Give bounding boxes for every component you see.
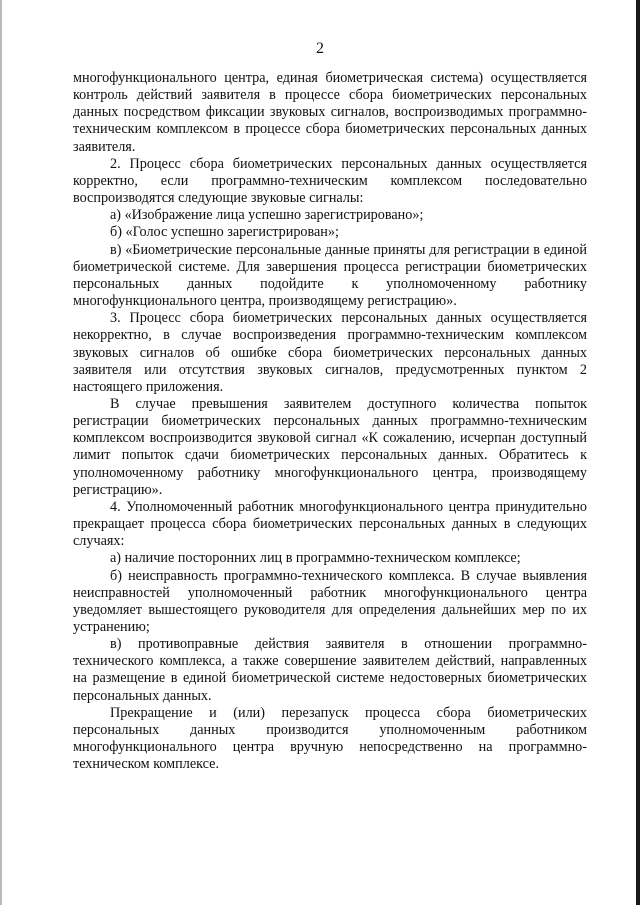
document-body [73,70,587,773]
scan-edge-right [636,0,640,905]
paragraph-limit-exceeded: В случае превышения заявителем доступного количества попыток регистрации биометрических персональных данных программно-техническим комплексом воспроизводится звуковой сигнал «К сожалению, исчерпан доступный лимит попыток сдачи биометрических персональных данных. Обратитесь к уполномоченному работнику многофункционального центра, производящему регистрацию». [73,395,587,498]
page-number: 2 [316,40,324,57]
paragraph-item-4a: а) наличие посторонних лиц в программно-техническом комплексе; [110,550,521,567]
paragraph-item-3: 3. Процесс сбора биометрических персональных данных осуществляется некорректно, в случае воспроизведения программно-техническим комплексом звуковых сигналов об ошибке сбора биометрических персональных данных заявителя или отсутствия звуковых сигналов, предусмотренных пунктом 2 настоящего приложения. [73,310,587,395]
paragraph-continuation: многофункционального центра, единая биометрическая система) осуществляется контроль действий заявителя в процессе сбора биометрических персональных данных посредством фиксации звуковых сигналов, воспроизводимых программно-техническим комплексом в процессе сбора биометрических персональных данных заявителя. [73,70,587,155]
paragraph-item-2: 2. Процесс сбора биометрических персональных данных осуществляется корректно, если программно-техническим комплексом последовательно воспроизводятся следующие звуковые сигналы: [73,155,587,207]
scan-edge-left [0,0,2,905]
paragraph-item-2v: в) «Биометрические персональные данные приняты для регистрации в единой биометрической системе. Для завершения процесса регистрации биометрических персональных данных подойдите к уполномоченному работнику многофункционального центра, производящему регистрацию». [73,241,587,310]
paragraph-restart: Прекращение и (или) перезапуск процесса сбора биометрических персональных данных производится уполномоченным работником многофункционального центра вручную непосредственно на программно-техническом комплексе. [73,704,587,773]
paragraph-item-4v: в) противоправные действия заявителя в отношении программно-технического комплекса, а также совершение заявителем действий, направленных на размещение в единой биометрической системе недостоверных биометрических персональных данных. [73,636,587,704]
paragraph-item-2b: б) «Голос успешно зарегистрирован»; [110,224,339,241]
paragraph-item-4: 4. Уполномоченный работник многофункционального центра принудительно прекращает процесса сбора биометрических персональных данных в следующих случаях: [73,498,587,550]
paragraph-item-4b: б) неисправность программно-технического комплекса. В случае выявления неисправностей уполномоченный работник многофункционального центра уведомляет вышестоящего руководителя для определения дальнейших мер по их устранению; [73,567,587,635]
paragraph-item-2a: а) «Изображение лица успешно зарегистрировано»; [110,207,424,224]
